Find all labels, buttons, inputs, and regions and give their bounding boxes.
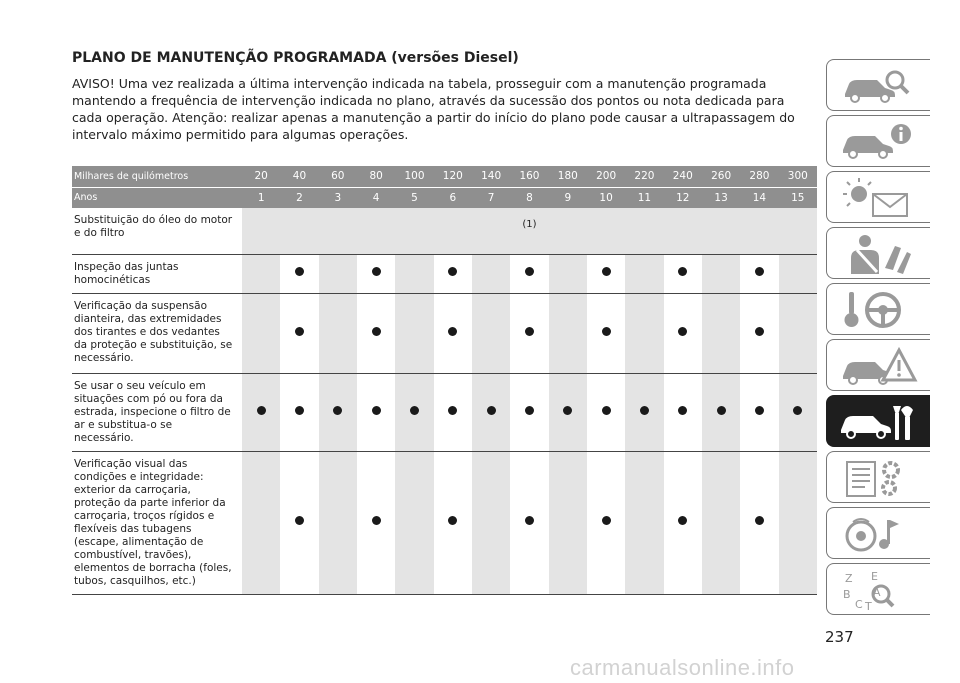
years-header-label: Anos — [72, 187, 242, 208]
interval-cell — [280, 373, 318, 451]
interval-dot — [793, 406, 802, 415]
interval-cell — [779, 254, 817, 293]
km-header-cell: 160 — [510, 166, 548, 187]
interval-cell — [395, 254, 433, 293]
interval-cell — [280, 254, 318, 293]
operation-label: Se usar o seu veículo em situações com pó ou fora da estrada, inspecione o filtro de ar e substitua-o se necessário. — [72, 373, 242, 451]
km-header-cell: 20 — [242, 166, 280, 187]
interval-cell — [779, 451, 817, 594]
interval-cell — [702, 293, 740, 373]
interval-cell — [395, 373, 433, 451]
interval-cell — [319, 293, 357, 373]
table-row — [72, 293, 817, 373]
watermark: carmanualsonline.info — [570, 655, 795, 680]
car-info-icon — [837, 120, 921, 164]
interval-cell — [472, 373, 510, 451]
km-header-label: Milhares de quilómetros — [72, 166, 242, 187]
interval-cell — [319, 373, 357, 451]
warning-paragraph: AVISO! Uma vez realizada a última intervenção indicada na tabela, prosseguir com a manutenção programada mantendo a frequência de intervenção indicada no plano, através da sucessão dos pontos ou nota dedicada para cada operação. Atenção: realizar apenas a manutenção a partir do início do plano pode causar a ultrapassagem do intervalo máximo permitido para algumas operações. — [72, 76, 795, 142]
steering-wheel-icon — [837, 288, 921, 332]
years-header-cell: 7 — [472, 187, 510, 208]
interval-dot — [372, 327, 381, 336]
interval-cell — [472, 254, 510, 293]
km-header-cell: 300 — [779, 166, 817, 187]
interval-cell — [280, 293, 318, 373]
interval-cell — [395, 293, 433, 373]
index-letter: A — [873, 586, 881, 599]
tab-safety[interactable] — [826, 227, 930, 279]
interval-dot — [717, 406, 726, 415]
index-letter: E — [871, 570, 878, 583]
years-header-cell: 1 — [242, 187, 280, 208]
tab-emergency[interactable] — [826, 339, 930, 391]
interval-dot — [525, 267, 534, 276]
interval-cell — [664, 293, 702, 373]
years-header-row — [72, 187, 817, 208]
interval-cell — [242, 254, 280, 293]
operation-label: Verificação visual das condições e integridade: exterior da carroçaria, proteção da parte inferior da carroçaria, troços rígidos e flexíveis das tubagens (escape, alimentação de combustível, travões), elementos de borracha (foles, tubos, casquilhos, etc.) — [72, 451, 242, 594]
interval-dot — [640, 406, 649, 415]
interval-cell — [242, 373, 280, 451]
interval-cell — [319, 254, 357, 293]
page-title: PLANO DE MANUTENÇÃO PROGRAMADA (versões Diesel) — [72, 50, 519, 66]
interval-cell — [625, 293, 663, 373]
interval-cell — [702, 373, 740, 451]
interval-cell — [242, 293, 280, 373]
interval-dot — [410, 406, 419, 415]
interval-dot — [372, 406, 381, 415]
interval-cell — [434, 254, 472, 293]
interval-cell — [740, 293, 778, 373]
interval-cell — [702, 254, 740, 293]
table-row — [72, 208, 817, 254]
interval-dot — [678, 406, 687, 415]
tab-index[interactable] — [826, 563, 930, 615]
car-breakdown-icon — [837, 344, 921, 388]
interval-cell — [242, 451, 280, 594]
interval-dot — [755, 406, 764, 415]
interval-dot — [525, 406, 534, 415]
years-header-cell: 12 — [664, 187, 702, 208]
interval-cell — [664, 254, 702, 293]
operation-label: Verificação da suspensão dianteira, das extremidades dos tirantes e dos vedantes da proteção e substituição, se necessário. — [72, 293, 242, 373]
interval-cell — [434, 293, 472, 373]
years-header-cell: 14 — [740, 187, 778, 208]
interval-cell — [357, 254, 395, 293]
interval-cell — [357, 451, 395, 594]
index-letter: T — [865, 600, 872, 612]
km-header-cell: 280 — [740, 166, 778, 187]
interval-cell — [434, 451, 472, 594]
interval-dot — [448, 406, 457, 415]
interval-dot — [448, 327, 457, 336]
interval-dot — [525, 327, 534, 336]
tab-driving[interactable] — [826, 283, 930, 335]
km-header-cell: 140 — [472, 166, 510, 187]
interval-dot — [602, 516, 611, 525]
index-letter: B — [843, 588, 851, 601]
interval-cell — [280, 451, 318, 594]
interval-cell — [472, 451, 510, 594]
car-search-icon — [837, 64, 921, 108]
interval-cell — [549, 451, 587, 594]
interval-cell — [357, 293, 395, 373]
svg-text:ZEBACT — [843, 570, 881, 612]
alphabetical-index-icon — [837, 568, 921, 612]
interval-dot — [755, 327, 764, 336]
warning-lights-icon — [837, 176, 921, 220]
interval-dot — [448, 267, 457, 276]
multimedia-icon — [837, 512, 921, 556]
interval-cell — [434, 373, 472, 451]
maintenance-table — [72, 166, 817, 595]
km-header-cell: 240 — [664, 166, 702, 187]
index-letter: C — [855, 598, 863, 611]
interval-dot — [602, 406, 611, 415]
note-cell: (1) — [242, 208, 817, 254]
interval-cell — [357, 373, 395, 451]
tab-service-maintenance[interactable] — [826, 395, 930, 447]
tab-multimedia[interactable] — [826, 507, 930, 559]
km-header-cell: 220 — [625, 166, 663, 187]
interval-dot — [602, 327, 611, 336]
interval-dot — [755, 516, 764, 525]
interval-dot — [487, 406, 496, 415]
operation-label: Substituição do óleo do motor e do filtro — [72, 208, 242, 254]
interval-cell — [472, 293, 510, 373]
interval-dot — [333, 406, 342, 415]
years-header-cell: 4 — [357, 187, 395, 208]
interval-dot — [295, 327, 304, 336]
interval-cell — [510, 451, 548, 594]
seatbelt-icon — [837, 232, 921, 276]
km-header-cell: 180 — [549, 166, 587, 187]
tab-car-info[interactable] — [826, 115, 930, 167]
interval-dot — [678, 267, 687, 276]
interval-cell — [625, 451, 663, 594]
interval-cell — [549, 254, 587, 293]
interval-dot — [372, 267, 381, 276]
interval-dot — [372, 516, 381, 525]
km-header-cell: 40 — [280, 166, 318, 187]
interval-dot — [563, 406, 572, 415]
page-number: 237 — [825, 628, 854, 646]
table-row — [72, 451, 817, 594]
interval-cell — [549, 373, 587, 451]
interval-cell — [319, 451, 357, 594]
years-header-cell: 6 — [434, 187, 472, 208]
interval-dot — [755, 267, 764, 276]
tab-technical-data[interactable] — [826, 451, 930, 503]
interval-cell — [664, 373, 702, 451]
interval-dot — [448, 516, 457, 525]
interval-cell — [740, 451, 778, 594]
interval-cell — [740, 373, 778, 451]
km-header-cell: 120 — [434, 166, 472, 187]
interval-cell — [510, 254, 548, 293]
interval-cell — [779, 373, 817, 451]
km-header-cell: 80 — [357, 166, 395, 187]
years-header-cell: 11 — [625, 187, 663, 208]
interval-cell — [587, 451, 625, 594]
interval-cell — [779, 293, 817, 373]
interval-cell — [510, 293, 548, 373]
years-header-cell: 5 — [395, 187, 433, 208]
table-row — [72, 373, 817, 451]
tab-car-search[interactable] — [826, 59, 930, 111]
interval-dot — [295, 516, 304, 525]
interval-cell — [395, 451, 433, 594]
tab-warning-lights[interactable] — [826, 171, 930, 223]
interval-dot — [678, 327, 687, 336]
km-header-cell: 100 — [395, 166, 433, 187]
interval-cell — [587, 293, 625, 373]
interval-cell — [702, 451, 740, 594]
interval-cell — [510, 373, 548, 451]
km-header-cell: 60 — [319, 166, 357, 187]
interval-dot — [295, 406, 304, 415]
km-header-cell: 260 — [702, 166, 740, 187]
technical-data-icon — [837, 456, 921, 500]
table-row — [72, 254, 817, 293]
interval-cell — [625, 373, 663, 451]
car-maintenance-icon — [837, 400, 921, 444]
interval-dot — [602, 267, 611, 276]
years-header-cell: 9 — [549, 187, 587, 208]
interval-dot — [525, 516, 534, 525]
interval-cell — [549, 293, 587, 373]
years-header-cell: 15 — [779, 187, 817, 208]
interval-dot — [295, 267, 304, 276]
years-header-cell: 13 — [702, 187, 740, 208]
interval-dot — [257, 406, 266, 415]
interval-cell — [740, 254, 778, 293]
index-letter: Z — [845, 572, 853, 585]
interval-cell — [625, 254, 663, 293]
km-header-row — [72, 166, 817, 187]
km-header-cell: 200 — [587, 166, 625, 187]
interval-cell — [664, 451, 702, 594]
years-header-cell: 10 — [587, 187, 625, 208]
interval-cell — [587, 373, 625, 451]
interval-dot — [678, 516, 687, 525]
years-header-cell: 8 — [510, 187, 548, 208]
years-header-cell: 3 — [319, 187, 357, 208]
operation-label: Inspeção das juntas homocinéticas — [72, 254, 242, 293]
years-header-cell: 2 — [280, 187, 318, 208]
interval-cell — [587, 254, 625, 293]
